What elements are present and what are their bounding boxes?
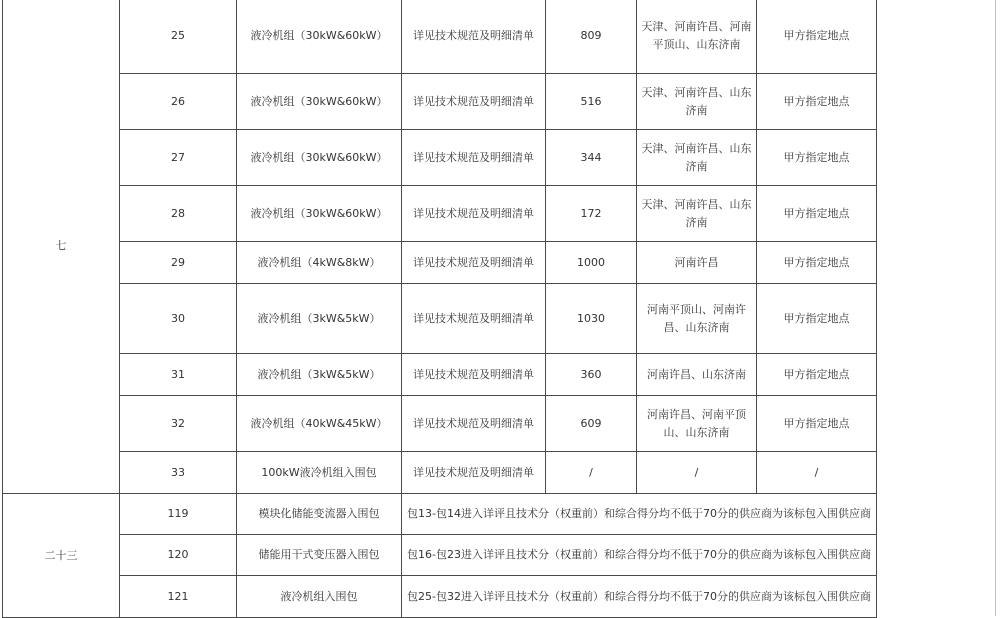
item-spec: 详见技术规范及明细清单 bbox=[402, 396, 546, 452]
item-name: 液冷机组（3kW&5kW） bbox=[237, 354, 402, 396]
item-number: 27 bbox=[120, 130, 237, 186]
item-quantity: 360 bbox=[546, 354, 637, 396]
shortlist-rule: 包25-包32进入详评且技术分（权重前）和综合得分均不低于70分的供应商为该标包入围供应商 bbox=[402, 576, 877, 618]
item-quantity: 344 bbox=[546, 130, 637, 186]
item-place: 河南许昌、河南平顶山、山东济南 bbox=[637, 396, 757, 452]
item-name: 液冷机组（30kW&60kW） bbox=[237, 0, 402, 74]
item-name: 液冷机组（30kW&60kW） bbox=[237, 130, 402, 186]
item-number: 30 bbox=[120, 284, 237, 354]
table-row bbox=[3, 242, 877, 284]
item-place: 天津、河南许昌、山东济南 bbox=[637, 186, 757, 242]
item-name: 液冷机组（40kW&45kW） bbox=[237, 396, 402, 452]
item-delivery: 甲方指定地点 bbox=[757, 0, 877, 74]
item-number: 25 bbox=[120, 0, 237, 74]
item-place: 河南许昌 bbox=[637, 242, 757, 284]
table-row bbox=[3, 284, 877, 354]
item-place: 天津、河南许昌、山东济南 bbox=[637, 130, 757, 186]
item-name: 液冷机组（4kW&8kW） bbox=[237, 242, 402, 284]
table-row bbox=[3, 186, 877, 242]
item-quantity: 609 bbox=[546, 396, 637, 452]
item-spec: 详见技术规范及明细清单 bbox=[402, 354, 546, 396]
item-number: 26 bbox=[120, 74, 237, 130]
shortlist-rule: 包13-包14进入详评且技术分（权重前）和综合得分均不低于70分的供应商为该标包入围供应商 bbox=[402, 494, 877, 535]
item-delivery: 甲方指定地点 bbox=[757, 284, 877, 354]
item-number: 31 bbox=[120, 354, 237, 396]
item-number: 119 bbox=[120, 494, 237, 535]
item-delivery: 甲方指定地点 bbox=[757, 130, 877, 186]
table-row bbox=[3, 130, 877, 186]
item-place: / bbox=[637, 452, 757, 494]
item-spec: 详见技术规范及明细清单 bbox=[402, 242, 546, 284]
item-quantity: 172 bbox=[546, 186, 637, 242]
item-delivery: 甲方指定地点 bbox=[757, 186, 877, 242]
table-row bbox=[3, 535, 877, 576]
item-number: 28 bbox=[120, 186, 237, 242]
item-spec: 详见技术规范及明细清单 bbox=[402, 130, 546, 186]
item-spec: 详见技术规范及明细清单 bbox=[402, 0, 546, 74]
item-name: 液冷机组入围包 bbox=[237, 576, 402, 618]
item-name: 模块化储能变流器入围包 bbox=[237, 494, 402, 535]
item-quantity: 516 bbox=[546, 74, 637, 130]
item-number: 32 bbox=[120, 396, 237, 452]
package-group-cell: 七 bbox=[3, 0, 120, 494]
item-place: 河南平顶山、河南许昌、山东济南 bbox=[637, 284, 757, 354]
page-edge-divider bbox=[995, 0, 996, 616]
item-delivery: 甲方指定地点 bbox=[757, 396, 877, 452]
table-row bbox=[3, 452, 877, 494]
tender-package-table bbox=[2, 0, 877, 618]
item-name: 储能用干式变压器入围包 bbox=[237, 535, 402, 576]
item-place: 天津、河南许昌、山东济南 bbox=[637, 74, 757, 130]
item-name: 100kW液冷机组入围包 bbox=[237, 452, 402, 494]
table-row bbox=[3, 74, 877, 130]
table-row bbox=[3, 354, 877, 396]
item-number: 121 bbox=[120, 576, 237, 618]
item-delivery: 甲方指定地点 bbox=[757, 242, 877, 284]
item-number: 120 bbox=[120, 535, 237, 576]
table-row bbox=[3, 0, 877, 74]
item-place: 河南许昌、山东济南 bbox=[637, 354, 757, 396]
table-row bbox=[3, 576, 877, 618]
table-row bbox=[3, 494, 877, 535]
item-spec: 详见技术规范及明细清单 bbox=[402, 284, 546, 354]
item-quantity: / bbox=[546, 452, 637, 494]
item-delivery: 甲方指定地点 bbox=[757, 354, 877, 396]
item-quantity: 809 bbox=[546, 0, 637, 74]
shortlist-rule: 包16-包23进入详评且技术分（权重前）和综合得分均不低于70分的供应商为该标包入围供应商 bbox=[402, 535, 877, 576]
item-place: 天津、河南许昌、河南平顶山、山东济南 bbox=[637, 0, 757, 74]
item-quantity: 1000 bbox=[546, 242, 637, 284]
item-delivery: / bbox=[757, 452, 877, 494]
item-spec: 详见技术规范及明细清单 bbox=[402, 74, 546, 130]
item-name: 液冷机组（3kW&5kW） bbox=[237, 284, 402, 354]
item-spec: 详见技术规范及明细清单 bbox=[402, 186, 546, 242]
item-delivery: 甲方指定地点 bbox=[757, 74, 877, 130]
item-number: 33 bbox=[120, 452, 237, 494]
item-spec: 详见技术规范及明细清单 bbox=[402, 452, 546, 494]
package-group-cell: 二十三 bbox=[3, 494, 120, 618]
item-quantity: 1030 bbox=[546, 284, 637, 354]
item-number: 29 bbox=[120, 242, 237, 284]
item-name: 液冷机组（30kW&60kW） bbox=[237, 74, 402, 130]
item-name: 液冷机组（30kW&60kW） bbox=[237, 186, 402, 242]
table-row bbox=[3, 396, 877, 452]
